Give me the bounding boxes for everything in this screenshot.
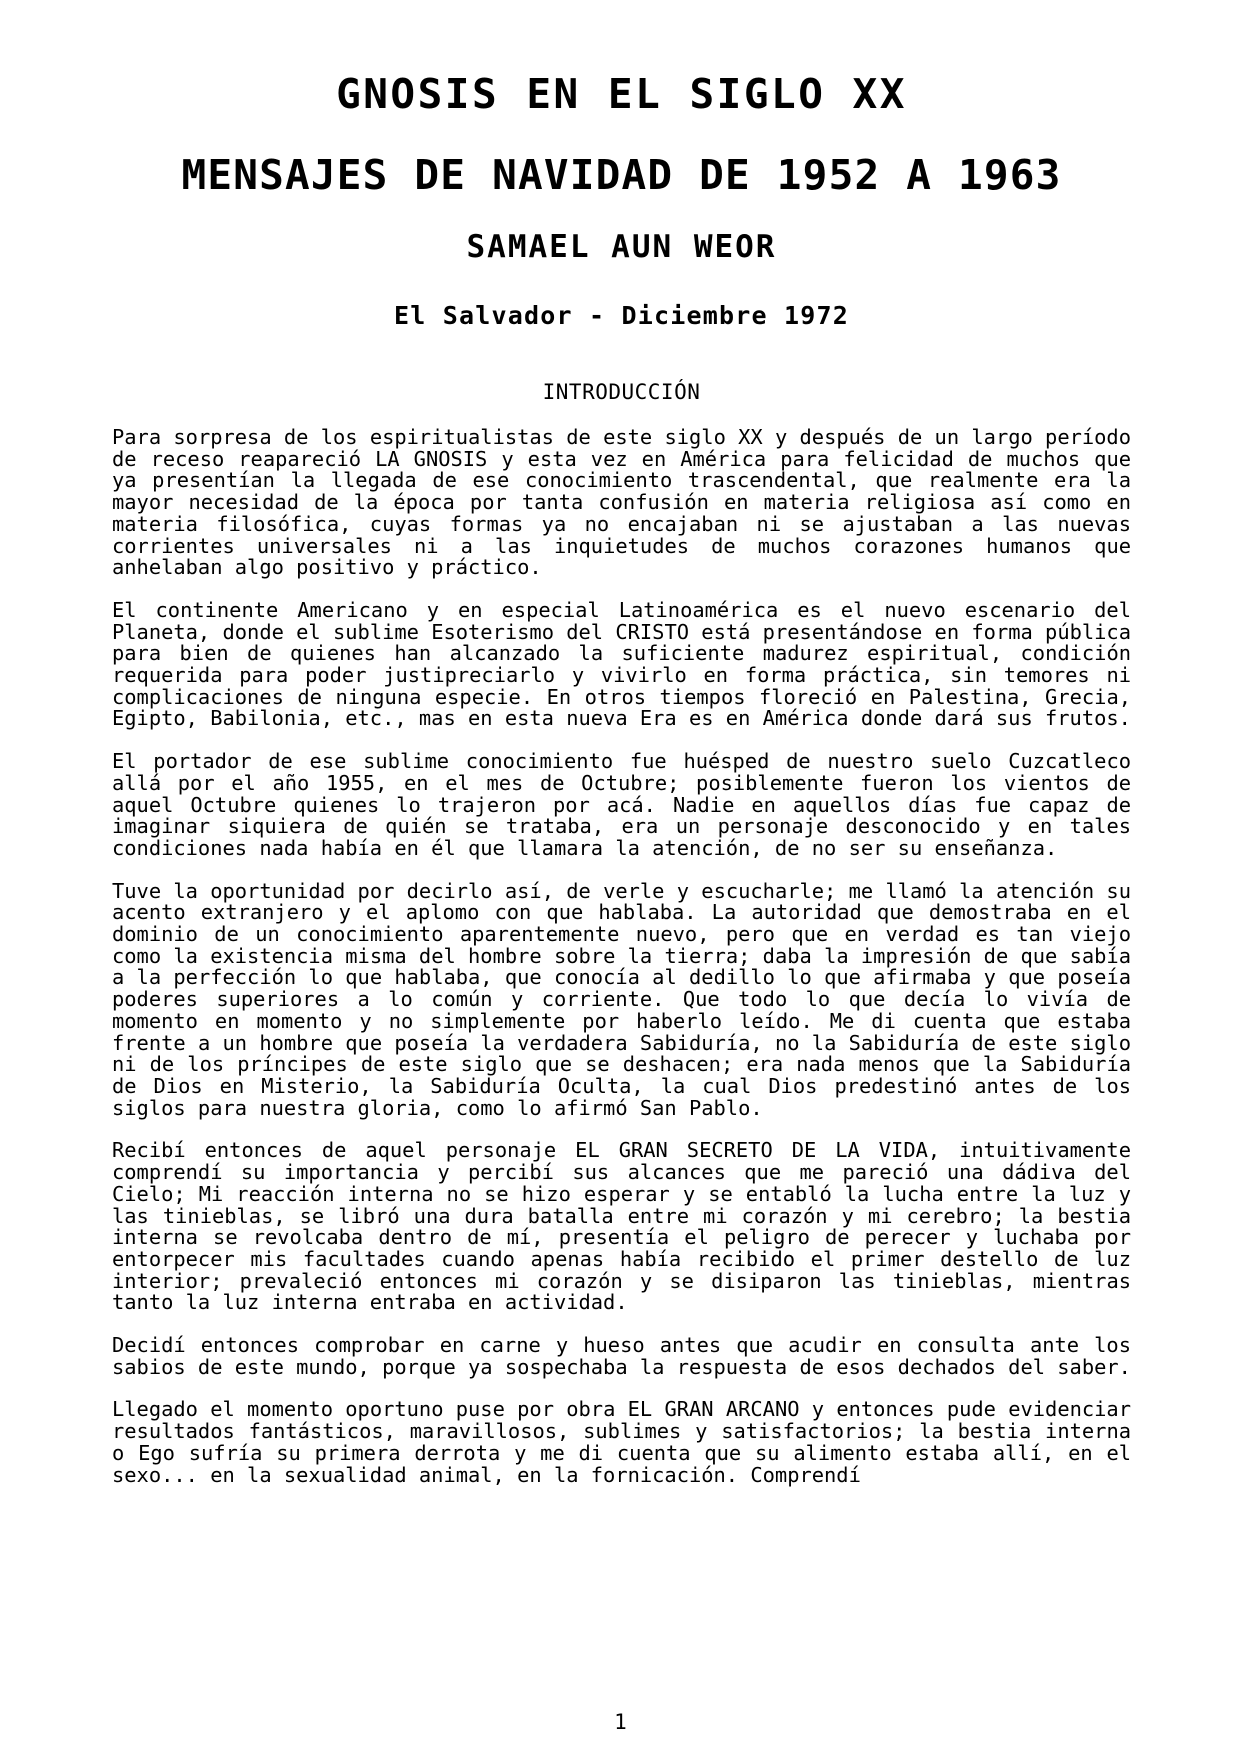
section-heading-introduccion: INTRODUCCIÓN (542, 380, 701, 404)
paragraph: El continente Americano y en especial Latinoamérica es el nuevo escenario del Planeta, donde el sublime Esoterismo del CRISTO está presentándose en forma pública para bien de quienes han alcanzado la suficiente madurez espiritual, condición requerida para poder justipreciarlo y vivirlo en forma práctica, sin temores ni complicaciones de ninguna especie. En otros tiempos floreció en Palestina, Grecia, Egipto, Babilonia, etc., mas en esta nueva Era es en América donde dará sus frutos. (112, 597, 1131, 731)
document-title-line-1: GNOSIS EN EL SIGLO XX (336, 70, 907, 118)
document-author: SAMAEL AUN WEOR (466, 229, 777, 265)
paragraph: El portador de ese sublime conocimiento fue huésped de nuestro suelo Cuzcatleco allá por el año 1955, en el mes de Octubre; posiblemente fueron los vientos de aquel Octubre quienes lo trajeron por acá. Nadie en aquellos días fue capaz de imaginar siquiera de quién se trataba, era un personaje desconocido y en tales condiciones nada había en él que llamara la atención, de no ser su enseñanza. (112, 749, 1131, 860)
paragraph: Para sorpresa de los espiritualistas de este siglo XX y después de un largo período de receso reapareció LA GNOSIS y esta vez en América para felicidad de muchos que ya presentían la llegada de ese conocimiento trascendental, que realmente era la mayor necesidad de la época por tanta confusión en materia religiosa así como en materia filosófica, cuyas formas ya no encajaban ni se ajustaban a las nuevas corrientes universales ni a las inquietudes de muchos corazones humanos que anhelaban algo positivo y práctico. (112, 425, 1131, 580)
page-number: 1 (614, 1710, 627, 1734)
paragraph: Decidí entonces comprobar en carne y hueso antes que acudir en consulta ante los sabios de este mundo, porque ya sospechaba la respuesta de esos dechados del saber. (112, 1333, 1131, 1379)
paragraph: Llegado el momento oportuno puse por obra EL GRAN ARCANO y entonces pude evidenciar resultados fantásticos, maravillosos, sublimes y satisfactorios; la bestia interna o Ego sufría su primera derrota y me di cuenta que su alimento estaba allí, en el sexo... en la sexualidad animal, en la fornicación. Comprendí (112, 1397, 1131, 1487)
document-place-date: El Salvador - Diciembre 1972 (393, 301, 850, 330)
body-text-block (112, 427, 1131, 1486)
paragraph: Recibí entonces de aquel personaje EL GRAN SECRETO DE LA VIDA, intuitivamente comprendí su importancia y percibí sus alcances que me pareció una dádiva del Cielo; Mi reacción interna no se hizo esperar y se entabló la lucha entre la luz y las tinieblas, se libró una dura batalla entre mi corazón y mi cerebro; la bestia interna se revolcaba dentro de mí, presentía el peligro de perecer y luchaba por entorpecer mis facultades cuando apenas había recibido el primer destello de luz interior; prevaleció entonces mi corazón y se disiparon las tinieblas, mientras tanto la luz interna entraba en actividad. (112, 1138, 1131, 1315)
document-title-line-2: MENSAJES DE NAVIDAD DE 1952 A 1963 (181, 151, 1062, 199)
paragraph: Tuve la oportunidad por decirlo así, de verle y escucharle; me llamó la atención su acento extranjero y el aplomo con que hablaba. La autoridad que demostraba en el dominio de un conocimiento aparentemente nuevo, pero que en verdad es tan viejo como la existencia misma del hombre sobre la tierra; daba la impresión de que sabía a la perfección lo que hablaba, que conocía al dedillo lo que afirmaba y que poseía poderes superiores a lo común y corriente. Que todo lo que decía lo vivía de momento en momento y no simplemente por haberlo leído. Me di cuenta que estaba frente a un hombre que poseía la verdadera Sabiduría, no la Sabiduría de este siglo ni de los príncipes de este siglo que se deshacen; era nada menos que la Sabiduría de Dios en Misterio, la Sabiduría Oculta, la cual Dios predestinó antes de los siglos para nuestra gloria, como lo afirmó San Pablo. (112, 878, 1131, 1120)
